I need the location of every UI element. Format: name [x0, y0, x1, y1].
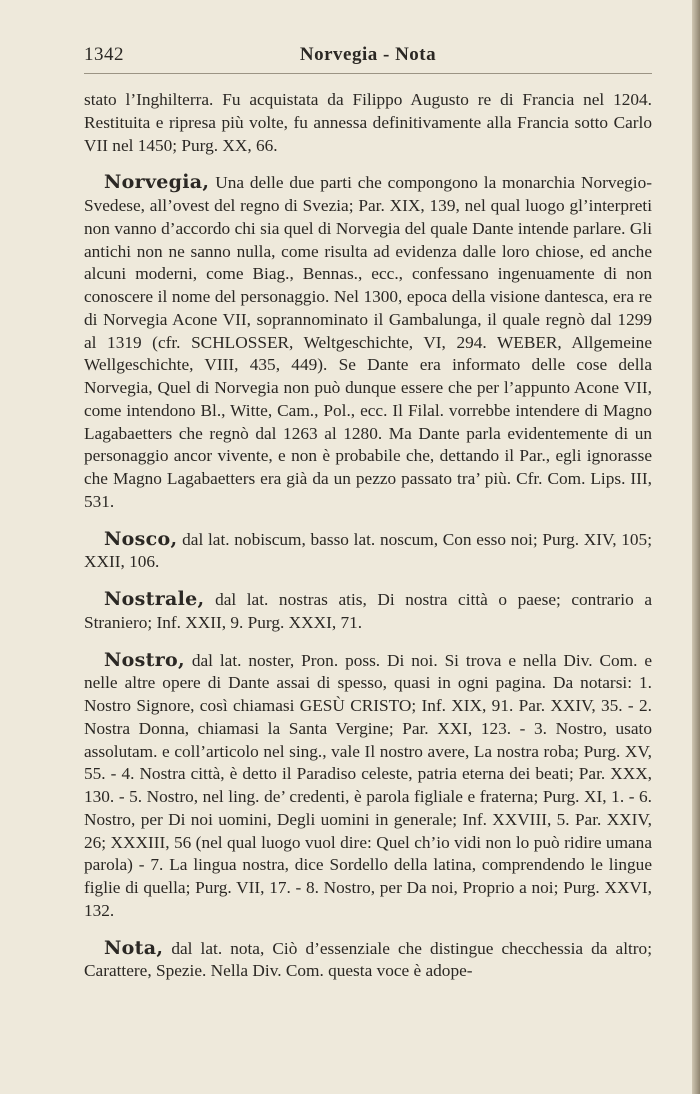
entry-text: dal lat. nobiscum, basso lat. noscum, Con esso noi; Purg. XIV, 105; XXII, 106. — [84, 529, 652, 572]
entry-norvegia — [84, 171, 652, 513]
entry-headword: Nostrale, — [104, 588, 205, 610]
entry-text: dal lat. noster, Pron. poss. Di noi. Si trova e nella Div. Com. e nelle altre opere di Dante assai di spesso, quasi in ogni pagina. Da notarsi: 1. Nostro Signore, così chiamasi GESÙ CRISTO; Inf. XIX, 91. Par. XXIV, 35. - 2. Nostra Donna, chiamasi la Santa Vergine; Par. XXI, 123. - 3. Nostro, usato assolutam. e coll’articolo nel sing., vale Il nostro avere, La nostra roba; Purg. XV, 55. - 4. Nostra città, è detto il Paradiso celeste, patria eterna dei beati; Par. XXX, 130. - 5. Nostro, nel ling. de’ credenti, è parola figliale e fraterna; Purg. XI, 1. - 6. Nostro, per Di noi uomini, Degli uomini in generale; Inf. XXVIII, 5. Par. XXIV, 26; XXXIII, 56 (nel qual luogo vuol dire: Quel ch’io vidi non lo può ridire umana parola) - 7. La lingua nostra, dice Sordello della latina, comprendendo le lingue figlie di quella; Purg. VII, 17. - 8. Nostro, per Da noi, Proprio a noi; Purg. XXVI, 132. — [84, 650, 652, 920]
entry-text: Una delle due parti che compongono la monarchia Norvegio-Svedese, all’ovest del regno di Svezia; Par. XIX, 139, nel qual luogo gl’interpreti non vanno d’accordo chi sia quel di Norvegia del quale Dante intende parlare. Gli antichi non ne sanno nulla, come risulta ad evidenza dalle loro chiose, ed anche alcuni moderni, come Biag., Bennas., ecc., confessano ingenuamente di non conoscere il nome del personaggio. Nel 1300, epoca della visione dantesca, era re di Norvegia Acone VII, soprannominato il Gambalunga, il quale regnò dal 1299 al 1319 (cfr. SCHLOSSER, Weltgeschichte, VI, 294. WEBER, Allgemeine Wellgeschichte, VIII, 435, 449). Se Dante era informato delle cose della Norvegia, Quel di Norvegia non può dunque essere che per l’appunto Acone VII, come intendono Bl., Witte, Cam., Pol., ecc. Il Filal. vorrebbe intendere di Magno Lagabaetters che regnò dal 1263 al 1280. Ma Dante parla evidentemente di un personaggio ancor vivente, e non è probabile che, dettando il Par., egli ignorasse che Magno Lagabaetters era già da un pezzo passato tra’ più. Cfr. Com. Lips. III, 531. — [84, 173, 653, 511]
entry-nota — [84, 937, 652, 984]
entry-nostro — [84, 649, 652, 923]
entry-text: dal lat. nota, Ciò d’essenziale che distingue checchessia da altro; Carattere, Spezie. Nella Div. Com. questa voce è adope- — [84, 938, 652, 981]
page-header — [84, 40, 652, 72]
entry-text: stato l’Inghilterra. Fu acquistata da Filippo Augusto re di Francia nel 1204. Restituita e ripresa più volte, fu annessa definitivamente alla Francia sotto Carlo VII nel 1450; Purg. XX, 66. — [84, 90, 652, 155]
entry-text: dal lat. nostras atis, Di nostra città o paese; contrario a Straniero; Inf. XXII, 9. Purg. XXXI, 71. — [84, 590, 652, 632]
entry-headword: Nota, — [104, 936, 164, 959]
page-edge — [692, 0, 700, 1094]
page-number: 1342 — [84, 44, 124, 65]
header-rule — [84, 73, 652, 74]
entry-nostrale — [84, 588, 652, 635]
dictionary-text — [84, 89, 652, 997]
entry-headword: Norvegia, — [104, 171, 210, 194]
running-head: Norvegia - Nota — [299, 44, 437, 65]
entry-headword: Nosco, — [104, 527, 178, 550]
entry-nosco — [84, 528, 652, 575]
entry-continuation — [84, 89, 652, 157]
entry-headword: Nostro, — [104, 648, 185, 671]
